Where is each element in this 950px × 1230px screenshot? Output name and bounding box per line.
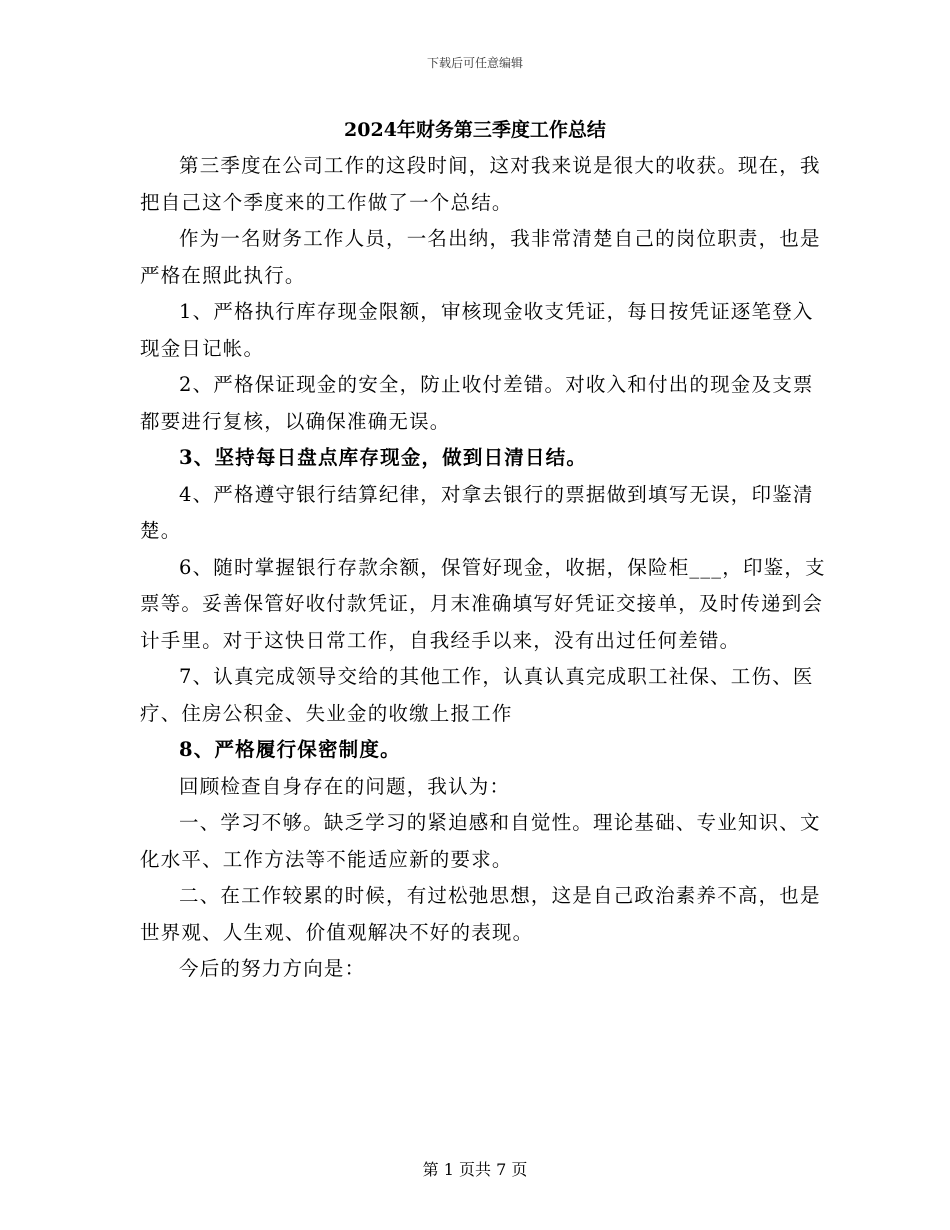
page-number: 第 1 页共 7 页: [422, 1160, 528, 1179]
paragraph-item-8: 8、严格履行保密制度。: [179, 738, 401, 761]
paragraph-role: 作为一名财务工作人员，一名出纳，我非常清楚自己的岗位职责，也是严格在照此执行。: [140, 227, 821, 287]
paragraph-problem-2: 二、在工作较累的时候，有过松弛思想，这是自己政治素养不高，也是世界观、人生观、价值观解决不好的表现。: [140, 884, 821, 944]
paragraph-review: 回顾检查自身存在的问题，我认为：: [179, 774, 511, 798]
paragraph-item-6: 6、随时掌握银行存款余额，保管好现金，收据，保险柜___，印鉴，支票等。妥善保管好收付款凭证，月末准确填写好凭证交接单，及时传递到会计手里。对于这快日常工作，自我经手以来，没有出过任何差错。: [140, 555, 826, 652]
document-title: 2024年财务第三季度工作总结: [344, 119, 606, 141]
paragraph-item-2: 2、严格保证现金的安全，防止收付差错。对收入和付出的现金及支票都要进行复核，以确保准确无误。: [140, 373, 814, 433]
header-note: 下载后可任意编辑: [426, 56, 523, 70]
paragraph-item-7: 7、认真完成领导交给的其他工作，认真认真完成职工社保、工伤、医疗、住房公积金、失业金的收缴上报工作: [140, 665, 814, 725]
paragraph-direction: 今后的努力方向是：: [179, 957, 366, 980]
paragraph-item-4: 4、严格遵守银行结算纪律，对拿去银行的票据做到填写无误，印鉴清楚。: [140, 482, 814, 542]
paragraph-item-1: 1、严格执行库存现金限额，审核现金收支凭证，每日按凭证逐笔登入现金日记帐。: [140, 300, 814, 360]
paragraph-intro: 第三季度在公司工作的这段时间，这对我来说是很大的收获。现在，我把自己这个季度来的工作做了一个总结。: [140, 154, 821, 214]
paragraph-problem-1: 一、学习不够。缺乏学习的紧迫感和自觉性。理论基础、专业知识、文化水平、工作方法等不能适应新的要求。: [140, 811, 821, 871]
paragraph-item-3: 3、坚持每日盘点库存现金，做到日清日结。: [179, 446, 588, 469]
document-body: [140, 148, 830, 988]
